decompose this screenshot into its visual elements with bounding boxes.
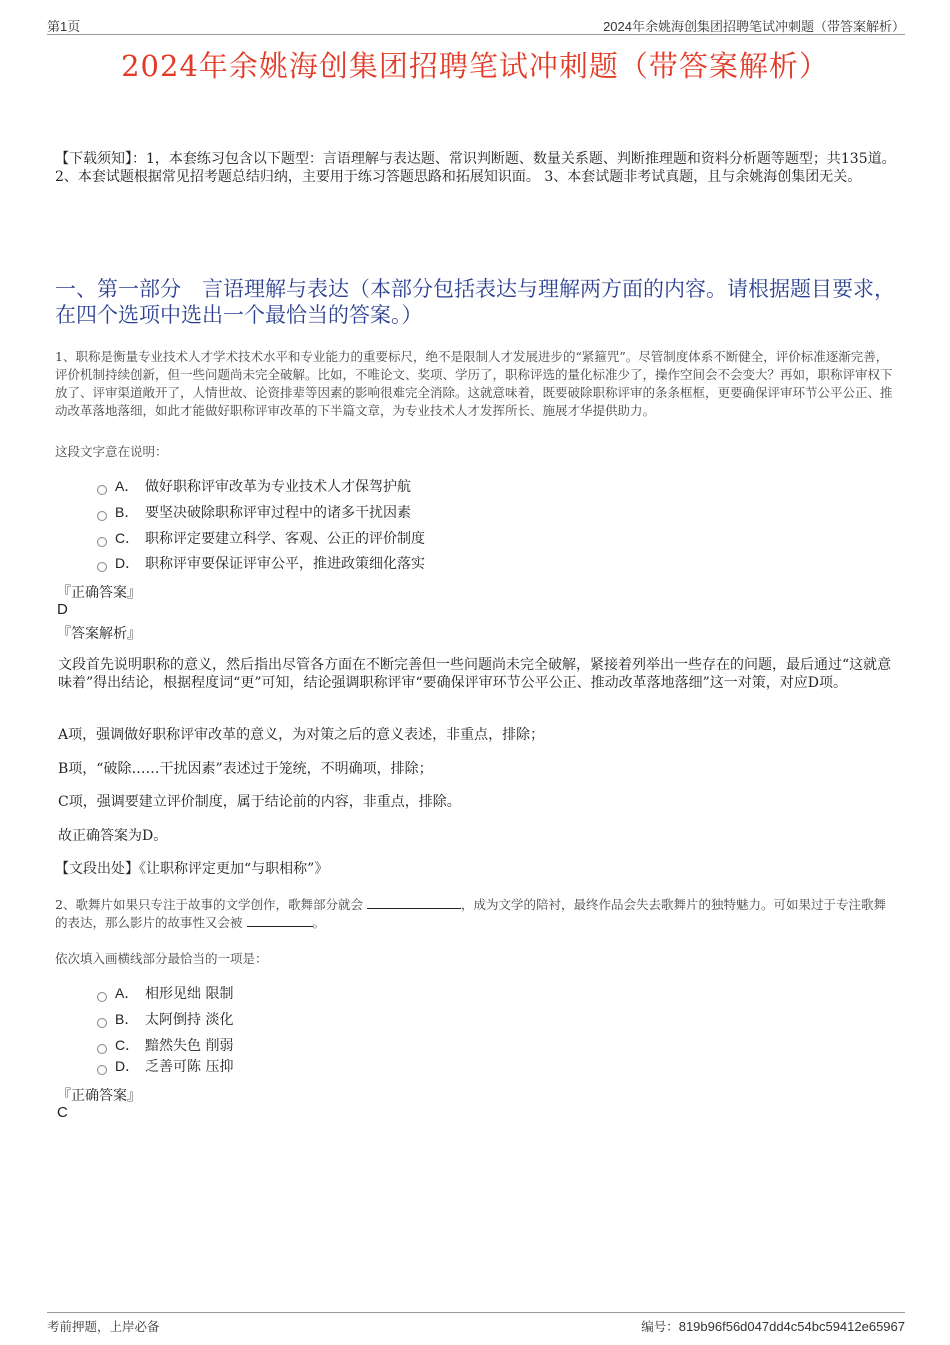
download-notice: 【下载须知】：1，本套练习包含以下题型：言语理解与表达题、常识判断题、数量关系题、判断推理题和资料分析题等题型；共135道。 2、本套试题根据常见招考题总结归纳，主要用于练习答题思路和拓展知识面。 3、本套试题非考试真题，且与余姚海创集团无关。 <box>55 151 896 185</box>
radio-icon[interactable] <box>97 511 107 521</box>
question-1-answer: D <box>57 601 68 618</box>
section-heading: 一、第一部分 言语理解与表达（本部分包括表达与理解两方面的内容。请根据题目要求，在四个选项中选出一个最恰当的答案。） <box>55 277 895 327</box>
radio-icon[interactable] <box>97 1044 107 1054</box>
radio-icon[interactable] <box>97 485 107 495</box>
question-1-analysis-option-b: B项，“破除……干扰因素”表述过于笼统，不明确项，排除； <box>58 761 433 777</box>
question-1-analysis-conclusion: 故正确答案为D。 <box>58 828 168 844</box>
question-2-option-a[interactable]: A． 相形见绌 限制 <box>97 983 233 1003</box>
question-2-answer-label: 『正确答案』 <box>57 1088 141 1104</box>
radio-icon[interactable] <box>97 537 107 547</box>
question-2-text: 2、歌舞片如果只专注于故事的文学创作，歌舞部分就会 ，成为文学的陪衬，最终作品会失去歌舞片的独特魅力。可如果过于专注歌舞的表达，那么影片的故事性又会被 。 <box>55 897 886 930</box>
header-doc-title: 2024年余姚海创集团招聘笔试冲刺题（带答案解析） <box>603 19 905 34</box>
page-header <box>47 14 905 35</box>
radio-icon[interactable] <box>97 1065 107 1075</box>
question-1-analysis-label: 『答案解析』 <box>57 626 141 642</box>
question-2-answer: C <box>57 1104 68 1121</box>
page-title: 2024年余姚海创集团招聘笔试冲刺题（带答案解析） <box>121 49 829 83</box>
question-1-option-a[interactable]: A． 做好职称评审改革为专业技术人才保驾护航 <box>97 476 411 496</box>
question-1-source: 【文段出处】《让职称评定更加“与职相称”》 <box>55 861 329 877</box>
radio-icon[interactable] <box>97 562 107 572</box>
page-number: 第1页 <box>47 19 81 34</box>
radio-icon[interactable] <box>97 992 107 1002</box>
question-1-option-c[interactable]: C． 职称评定要建立科学、客观、公正的评价制度 <box>97 528 425 548</box>
fill-blank-2[interactable] <box>247 914 313 927</box>
page-footer <box>47 1312 905 1335</box>
fill-blank-1[interactable] <box>367 896 461 909</box>
question-2-option-c[interactable]: C． 黯然失色 削弱 <box>97 1035 233 1055</box>
question-2-option-b[interactable]: B． 太阿倒持 淡化 <box>97 1009 233 1029</box>
question-1-text: 1、职称是衡量专业技术人才学术技术水平和专业能力的重要标尺，绝不是限制人才发展进步的“紧箍咒”。尽管制度体系不断健全，评价标准逐渐完善，评价机制持续创新，但一些问题尚未完全破解。比如，不唯论文、奖项、学历了，职称评选的量化标准少了，操作空间会不会变大？再如，职称评审权下放了、评审渠道敞开了，人情世故、论资排辈等因素的影响很难完全消除。这就意味着，既要破除职称评审的条条框框，更要确保评审环节公平公正、推动改革落地落细，如此才能做好职称评审改革的下半篇文章，为专业技术人才发挥所长、施展才华提供助力。 <box>55 349 893 418</box>
footer-slogan: 考前押题，上岸必备 <box>47 1319 160 1334</box>
footer-code: 编号：819b96f56d047dd4c54bc59412e65967 <box>641 1319 905 1334</box>
question-1-analysis-para: 文段首先说明职称的意义，然后指出尽管各方面在不断完善但一些问题尚未完全破解，紧接着列举出一些存在的问题，最后通过“这就意味着”得出结论，根据程度词“更”可知，结论强调职称评审“要确保评审环节公平公正、推动改革落地落细”这一对策，对应D项。 <box>58 657 892 691</box>
question-2-option-d[interactable]: D． 乏善可陈 压抑 <box>97 1056 233 1076</box>
question-1-option-b[interactable]: B． 要坚决破除职称评审过程中的诸多干扰因素 <box>97 502 411 522</box>
question-1-analysis-option-a: A项，强调做好职称评审改革的意义，为对策之后的意义表述，非重点，排除； <box>58 727 545 743</box>
radio-icon[interactable] <box>97 1018 107 1028</box>
question-1-analysis-option-c: C项，强调要建立评价制度，属于结论前的内容，非重点，排除。 <box>58 794 461 810</box>
question-1-option-d[interactable]: D． 职称评审要保证评审公平，推进政策细化落实 <box>97 553 425 573</box>
question-1-prompt: 这段文字意在说明： <box>55 444 168 459</box>
question-2-prompt: 依次填入画横线部分最恰当的一项是： <box>55 951 268 966</box>
question-1-answer-label: 『正确答案』 <box>57 585 141 601</box>
